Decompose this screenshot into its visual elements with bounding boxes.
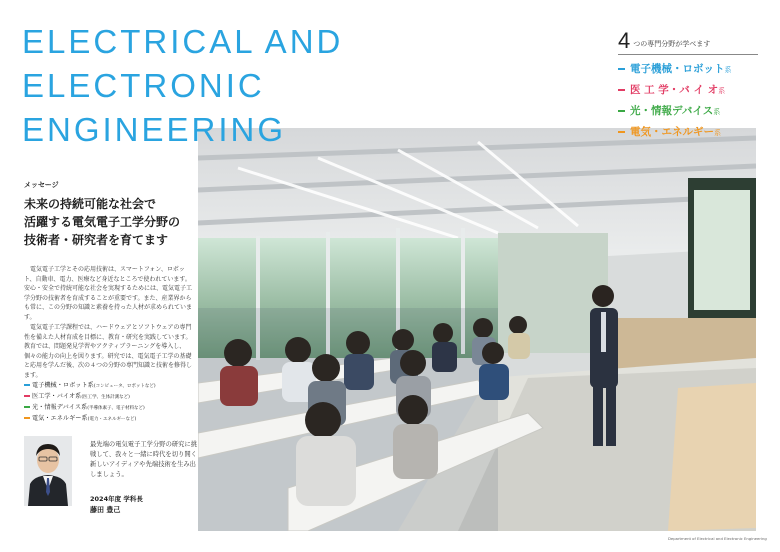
fields-header — [618, 30, 758, 55]
message-title-line-2: 活躍する電気電子工学分野の — [24, 215, 181, 229]
message-label: メッセージ — [24, 181, 59, 189]
title-line-3: ENGINEERING — [22, 111, 287, 148]
list-item-note: (医工学、生体計測など) — [81, 395, 130, 400]
field-item-energy — [618, 124, 758, 139]
list-item-note: (コンピュータ、ロボットなど) — [93, 384, 156, 389]
dash-icon — [618, 131, 625, 133]
message-title — [24, 195, 194, 249]
classroom-photo — [198, 128, 756, 531]
message-paragraph-2: 電気電子工学課程では、ハードウェアとソフトウェアの専門性を備えた人材育成を目標に、教育・研究を実践しています。教育では、問題発見学習やアクティブラーニングを導入し、個々の能力の向上を図ります。研究では、電気電子工学の基礎と応用を学んだ後、次の４つの分野の専門知識と技術を修得します。 — [24, 324, 193, 379]
fields-count: 4 — [618, 28, 631, 53]
field-list — [24, 381, 156, 425]
fields-panel — [618, 30, 758, 139]
dash-icon — [618, 89, 625, 91]
list-item — [24, 381, 156, 392]
field-name: 電気・エネルギー — [630, 126, 714, 138]
page-title — [22, 20, 343, 152]
dash-icon — [24, 395, 30, 397]
title-line-1: ELECTRICAL AND — [22, 23, 344, 60]
field-item-optics — [618, 103, 758, 118]
field-suffix: 系 — [713, 108, 721, 116]
dean-photo — [24, 436, 72, 506]
message-title-line-3: 技術者・研究者を育てます — [24, 233, 169, 247]
field-item-bio — [618, 82, 758, 97]
list-item-note: (電力・エネルギーなど) — [87, 417, 137, 422]
list-item-name: 電気・エネルギー系 — [32, 415, 88, 422]
field-name: 光・情報デバイス — [630, 105, 714, 117]
field-name: 電子機械・ロボット — [630, 63, 725, 75]
field-suffix: 系 — [724, 66, 732, 74]
footer-text: Department of Electrical and Electronic Engineering — [668, 536, 767, 541]
message-paragraph-1: 電気電子工学とその応用技術は、スマートフォン、ロボット、自動車、電力、医療など身近なところで使われています。安心・安全で持続可能な社会を実現するためには、電気電子工学分野の技術者を育成することが重要です。また、産業界からも常に、この分野の知識と素養を持った人材が求められています。 — [24, 266, 193, 321]
dash-icon — [24, 384, 30, 386]
list-item-name: 光・情報デバイス系 — [32, 404, 88, 411]
message-title-line-1: 未来の持続可能な社会で — [24, 197, 157, 211]
list-item — [24, 392, 156, 403]
field-suffix: 系 — [714, 129, 721, 137]
dash-icon — [618, 110, 625, 112]
dean-message: 最先端の電気電子工学分野の研究に挑戦して、我々と一緒に時代を切り開く新しいアイディアや先端技術を生み出しましょう。 — [90, 441, 198, 478]
dash-icon — [24, 417, 30, 419]
dean-title: 2024年度 学科長 — [90, 495, 143, 503]
list-item-note: (半導体素子、電子材料など) — [87, 406, 145, 411]
field-item-robotics — [618, 61, 758, 76]
list-item-name: 医工学・バイオ系 — [32, 393, 82, 400]
dash-icon — [24, 406, 30, 408]
dean-name: 藤田 豊己 — [90, 506, 121, 514]
dash-icon — [618, 68, 625, 70]
field-name: 医 工 学・バ イ オ — [630, 84, 719, 96]
list-item — [24, 403, 156, 414]
field-suffix: 系 — [718, 87, 726, 95]
title-line-2: ELECTRONIC — [22, 67, 265, 104]
list-item — [24, 414, 156, 425]
list-item-name: 電子機械・ロボット系 — [32, 382, 94, 389]
fields-label: つの専門分野が学べます — [633, 40, 711, 48]
